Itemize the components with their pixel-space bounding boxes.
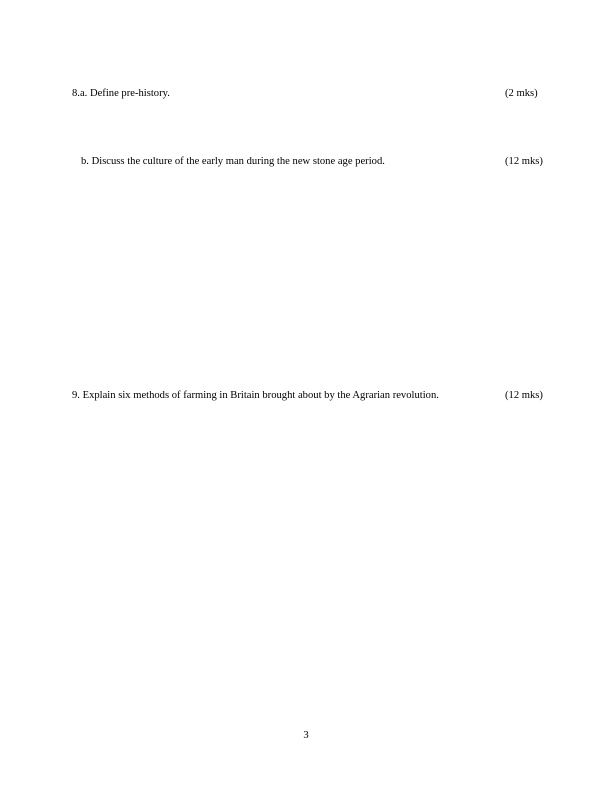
question-9-marks: (12 mks) [505,390,543,401]
page-number: 3 [303,730,309,741]
question-8a-marks: (2 mks) [505,88,538,99]
question-8a-text: 8.a. Define pre-history. [72,88,170,99]
question-8b-text: b. Discuss the culture of the early man during the new stone age period. [81,156,385,167]
question-8b-marks: (12 mks) [505,156,543,167]
question-9-text: 9. Explain six methods of farming in Britain brought about by the Agrarian revolution. [72,390,439,401]
